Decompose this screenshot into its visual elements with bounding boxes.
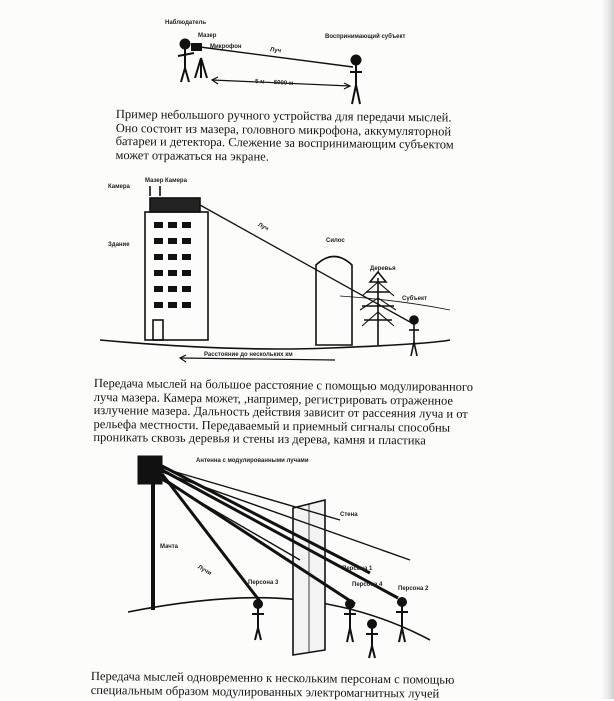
- fig3-label-mast: Мачта: [160, 544, 179, 550]
- fig3-label-person-3: Персона 3: [248, 580, 279, 586]
- caption-1-line: может отражаться на экране.: [115, 147, 269, 164]
- fig2-label-camera: Камера: [108, 184, 130, 190]
- fig1-label-beam: Луч: [269, 47, 282, 55]
- caption-1-line: Оно состоит из мазера, головного микрофона, аккумуляторной: [115, 120, 452, 139]
- caption-3-line: специальным образом модулированных электромагнитных лучей: [90, 682, 440, 701]
- caption-2-line: излучение мазера. Дальность действия зависит от рассеяния луча и от: [93, 402, 468, 421]
- fig1-label-operator: Наблюдатель: [165, 20, 207, 26]
- fig3-label-wall: Стена: [340, 512, 358, 518]
- fig2-label-subject: Субъект: [402, 296, 427, 302]
- caption-1-line: батареи и детектора. Слежение за воспринимающим субъектом: [115, 133, 454, 152]
- caption-2-line: проникать сквозь деревья и стены из дерева, камня и пластика: [93, 429, 426, 448]
- caption-3: [91, 670, 455, 701]
- fig2-label-distance: Расстояние до нескольких км: [204, 352, 293, 358]
- fig2-label-silo: Силос: [326, 238, 345, 244]
- fig2-label-beam: Луч: [256, 222, 270, 233]
- fig2-label-tree: Деревья: [370, 266, 396, 272]
- fig2-label-tower: Мазер Камера: [145, 178, 187, 184]
- caption-3-line: Передача мыслей одновременно к нескольким персонам с помощью: [90, 669, 455, 687]
- fig3-label-person-2: Персона 2: [398, 586, 429, 592]
- caption-2-line: луча мазера. Камера может, ,например, регистрировать отраженное: [93, 389, 454, 408]
- fig1-label-distance: 5 м — 5000 м: [254, 79, 294, 87]
- fig1-label-subject: Воспринимающий субъект: [325, 34, 406, 40]
- caption-2-line: рельефа местности. Передаваемый и приемный сигналы способны: [93, 416, 451, 435]
- fig3-label-beams: Лучи: [196, 564, 213, 577]
- fig3-label-person-4: Персона 4: [352, 582, 383, 588]
- fig3-label-transmitter: Антенна с модулированными лучами: [196, 458, 309, 464]
- caption-2-line: Передача мыслей на большое расстояние с помощью модулированного: [93, 376, 474, 394]
- figure-3-people: [252, 598, 408, 658]
- caption-1-line: Пример небольшого ручного устройства для передачи мыслей.: [115, 107, 452, 125]
- fig1-label-microphone: Микрофон: [210, 44, 242, 50]
- fig1-label-laser: Мазер: [198, 33, 217, 39]
- fig2-label-building: Здание: [108, 242, 130, 248]
- fig3-label-person-1: Персона 1: [342, 566, 373, 572]
